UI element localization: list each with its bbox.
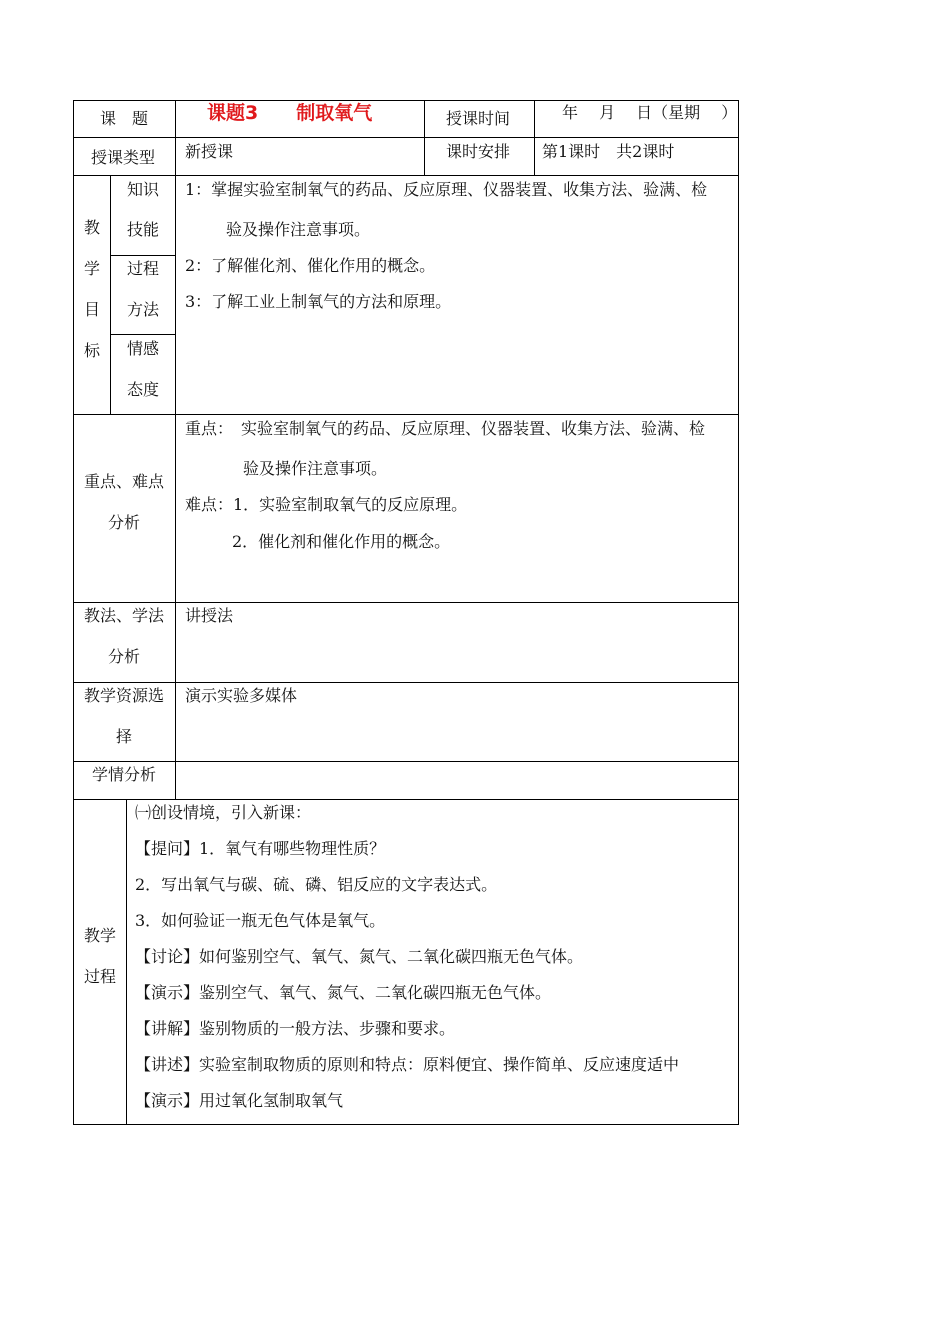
process-method-label: 过程 (127, 259, 160, 278)
objective-line: 2：了解催化剂、催化作用的概念。 (185, 256, 436, 275)
objective-line: 验及操作注意事项。 (226, 220, 371, 239)
table-border (73, 137, 739, 138)
key-points-line: 重点： 实验室制氧气的药品、反应原理、仪器装置、收集方法、验满、检 (185, 419, 706, 438)
process-method-label: 方法 (127, 300, 160, 319)
process-label: 教学 (84, 926, 117, 945)
methods-value: 讲授法 (185, 606, 234, 625)
process-label: 过程 (84, 967, 117, 986)
process-line: 【讲解】鉴别物质的一般方法、步骤和要求。 (135, 1019, 456, 1038)
table-border (110, 175, 111, 415)
emotion-attitude-label: 态度 (127, 380, 160, 399)
process-line: 【讨论】如何鉴别空气、氧气、氮气、二氧化碳四瓶无色气体。 (135, 947, 584, 966)
process-line: 2．写出氧气与碳、硫、磷、铝反应的文字表达式。 (135, 875, 498, 894)
topic-label: 课 题 (100, 109, 149, 128)
lesson-title: 课题3 制取氧气 (207, 102, 373, 124)
resources-label: 教学资源选 (84, 686, 165, 705)
process-line: ㈠创设情境，引入新课： (135, 803, 312, 822)
emotion-attitude-label: 情感 (127, 339, 160, 358)
process-line: 3．如何验证一瓶无色气体是氧气。 (135, 911, 386, 930)
key-points-line: 验及操作注意事项。 (243, 459, 388, 478)
table-border (73, 414, 739, 415)
key-points-label: 重点、难点 (84, 472, 165, 491)
process-line: 【讲述】实验室制取物质的原则和特点：原料便宜、操作简单、反应速度适中 (135, 1055, 680, 1074)
table-border (73, 682, 739, 683)
objective-line: 1：掌握实验室制氧气的药品、反应原理、仪器装置、收集方法、验满、检 (185, 180, 708, 199)
key-points-line: 难点：1．实验室制取氧气的反应原理。 (185, 495, 468, 514)
table-border (73, 175, 739, 176)
table-border (73, 1124, 739, 1125)
time-value: 年 月 日（星期 ） (562, 103, 738, 122)
table-border (73, 761, 739, 762)
table-border (534, 100, 535, 176)
schedule-value: 第1课时 共2课时 (542, 142, 675, 161)
process-line: 【提问】1．氧气有哪些物理性质？ (135, 839, 386, 858)
table-border (73, 602, 739, 603)
table-border (738, 100, 739, 1125)
process-line: 【演示】用过氧化氢制取氧气 (135, 1091, 344, 1110)
type-label: 授课类型 (91, 148, 156, 167)
process-line: 【演示】鉴别空气、氧气、氮气、二氧化碳四瓶无色气体。 (135, 983, 552, 1002)
knowledge-label: 技能 (127, 220, 160, 239)
type-value: 新授课 (185, 142, 234, 161)
table-border (110, 255, 175, 256)
time-label: 授课时间 (446, 109, 511, 128)
key-points-line: 2．催化剂和催化作用的概念。 (232, 532, 451, 551)
objectives-label: 教 学 目 标 (83, 218, 100, 360)
table-border (73, 100, 74, 1125)
objective-line: 3：了解工业上制氧气的方法和原理。 (185, 292, 452, 311)
table-border (110, 334, 175, 335)
table-border (175, 100, 176, 800)
schedule-label: 课时安排 (446, 142, 511, 161)
knowledge-label: 知识 (127, 180, 160, 199)
table-border (126, 799, 127, 1125)
key-points-label: 分析 (108, 513, 141, 532)
resources-label: 择 (116, 727, 133, 746)
resources-value: 演示实验多媒体 (185, 686, 298, 705)
table-border (424, 100, 425, 176)
student-analysis-label: 学情分析 (92, 765, 157, 784)
methods-label: 教法、学法 (84, 606, 165, 625)
table-border (73, 799, 739, 800)
methods-label: 分析 (108, 647, 141, 666)
table-border (73, 100, 739, 101)
